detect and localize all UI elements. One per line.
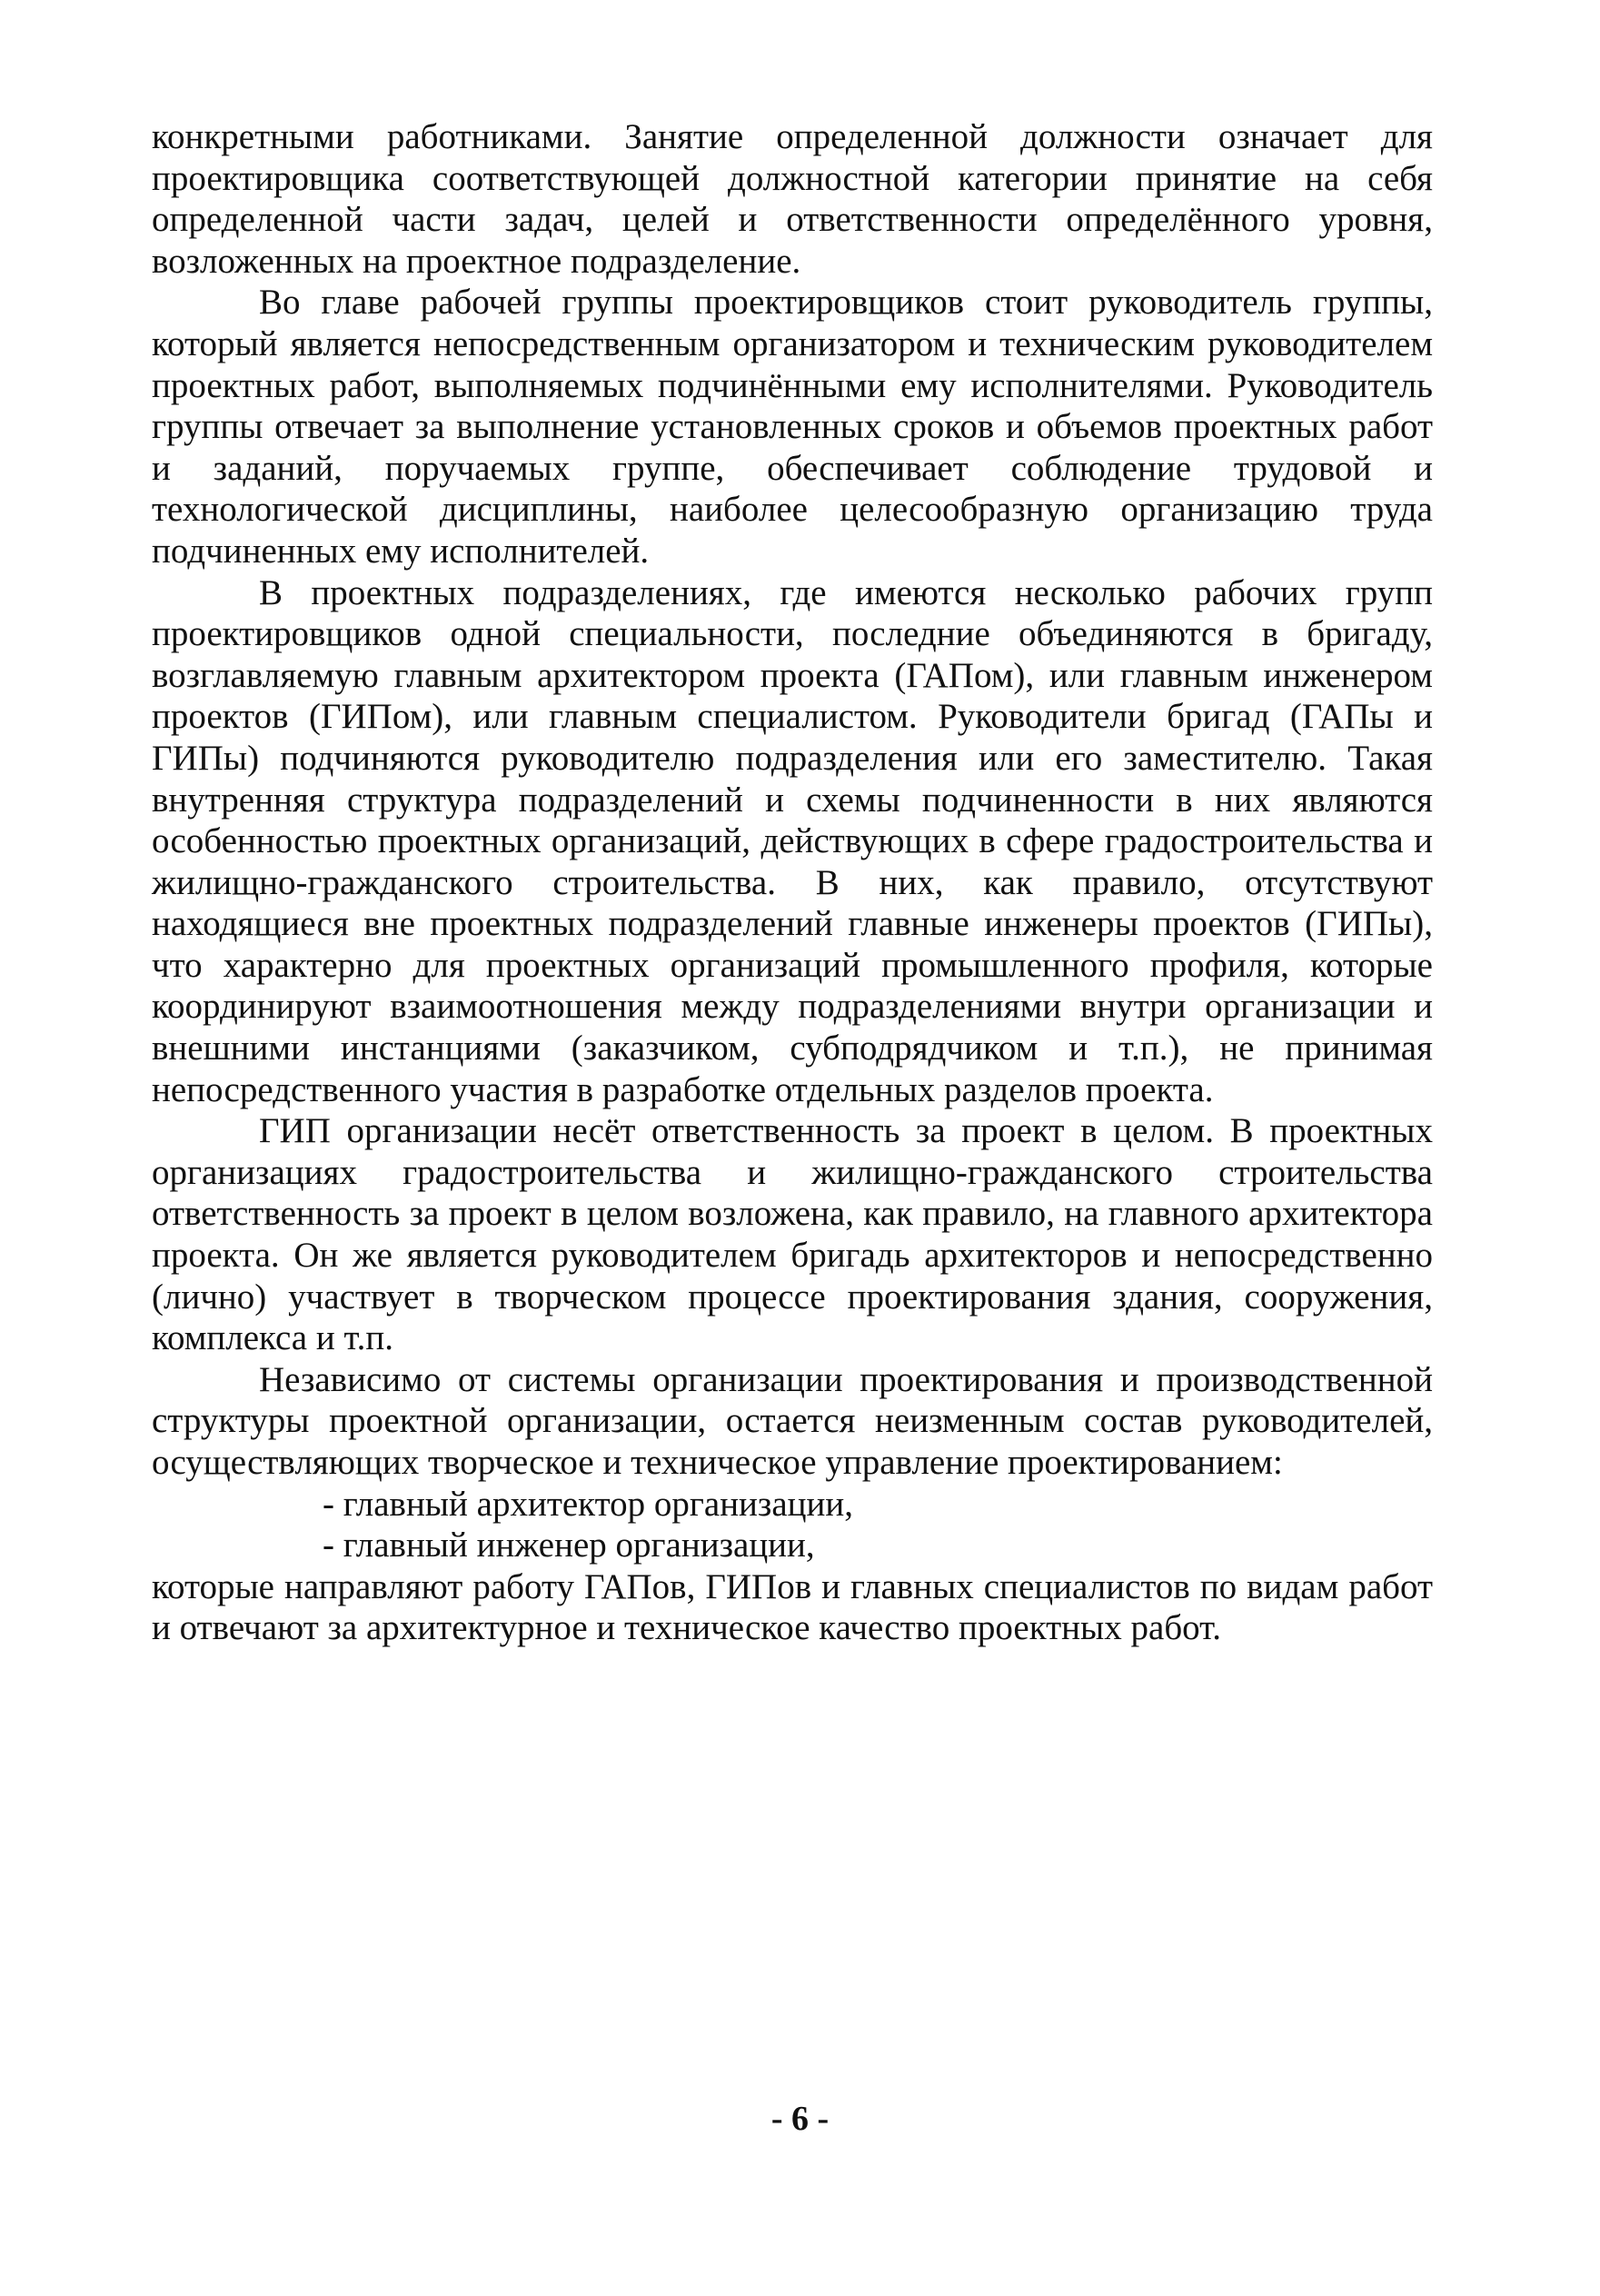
paragraph-gip: ГИП организации несёт ответственность за проект в целом. В проектных организациях градостроительства и жилищно-гражданского строительства ответственность за проект в целом возложена, как правило, на главного архитектора проекта. Он же является руководителем бригадь архитекторов и непосредственно (лично) участвует в творческом процессе проектирования здания, сооружения, комплекса и т.п. xyxy=(152,1111,1433,1358)
paragraph-group-leader: Во главе рабочей группы проектировщиков стоит руководитель группы, который является непосредственным организатором и техническим руководителем проектных работ, выполняемых подчинёнными ему исполнителями. Руководитель группы отвечает за выполнение установленных сроков и объемов проектных работ и заданий, поручаемых группе, обеспечивает соблюдение трудовой и технологической дисциплины, наиболее целесообразную организацию труда подчиненных ему исполнителей. xyxy=(152,283,1433,571)
list-item-chief-architect: - главный архитектор организации, xyxy=(323,1484,854,1524)
paragraph-closing: которые направляют работу ГАПов, ГИПов и главных специалистов по видам работ и отвечают за архитектурное и техническое качество проектных работ. xyxy=(152,1566,1433,1648)
paragraph-continuation: конкретными работниками. Занятие определенной должности означает для проектировщика соответствующей должностной категории принятие на себя определенной части задач, целей и ответственности определённого уровня, возложенных на проектное подразделение. xyxy=(152,117,1433,281)
paragraph-management: Независимо от системы организации проектирования и производственной структуры проектной организации, остается неизменным состав руководителей, осуществляющих творческое и техническое управление проектированием: xyxy=(152,1359,1433,1482)
page-number: - 6 - xyxy=(770,2100,830,2138)
body-text xyxy=(152,116,1433,1649)
list-item-chief-engineer: - главный инженер организации, xyxy=(323,1526,815,1565)
paragraph-brigades: В проектных подразделениях, где имеются несколько рабочих групп проектировщиков одной специальности, последние объединяются в бригаду, возглавляемую главным архитектором проекта (ГАПом), или главным инженером проектов (ГИПом), или главным специалистом. Руководители бригад (ГАПы и ГИПы) подчиняются руководителю подразделения или его заместителю. Такая внутренняя структура подразделений и схемы подчиненности в них являются особенностью проектных организаций, действующих в сфере градостроительства и жилищно-гражданского строительства. В них, как правило, отсутствуют находящиеся вне проектных подразделений главные инженеры проектов (ГИПы), что характерно для проектных организаций промышленного профиля, которые координируют взаимоотношения между подразделениями внутри организации и внешними инстанциями (заказчиком, субподрядчиком и т.п.), не принимая непосредственного участия в разработке отдельных разделов проекта. xyxy=(152,572,1433,1109)
